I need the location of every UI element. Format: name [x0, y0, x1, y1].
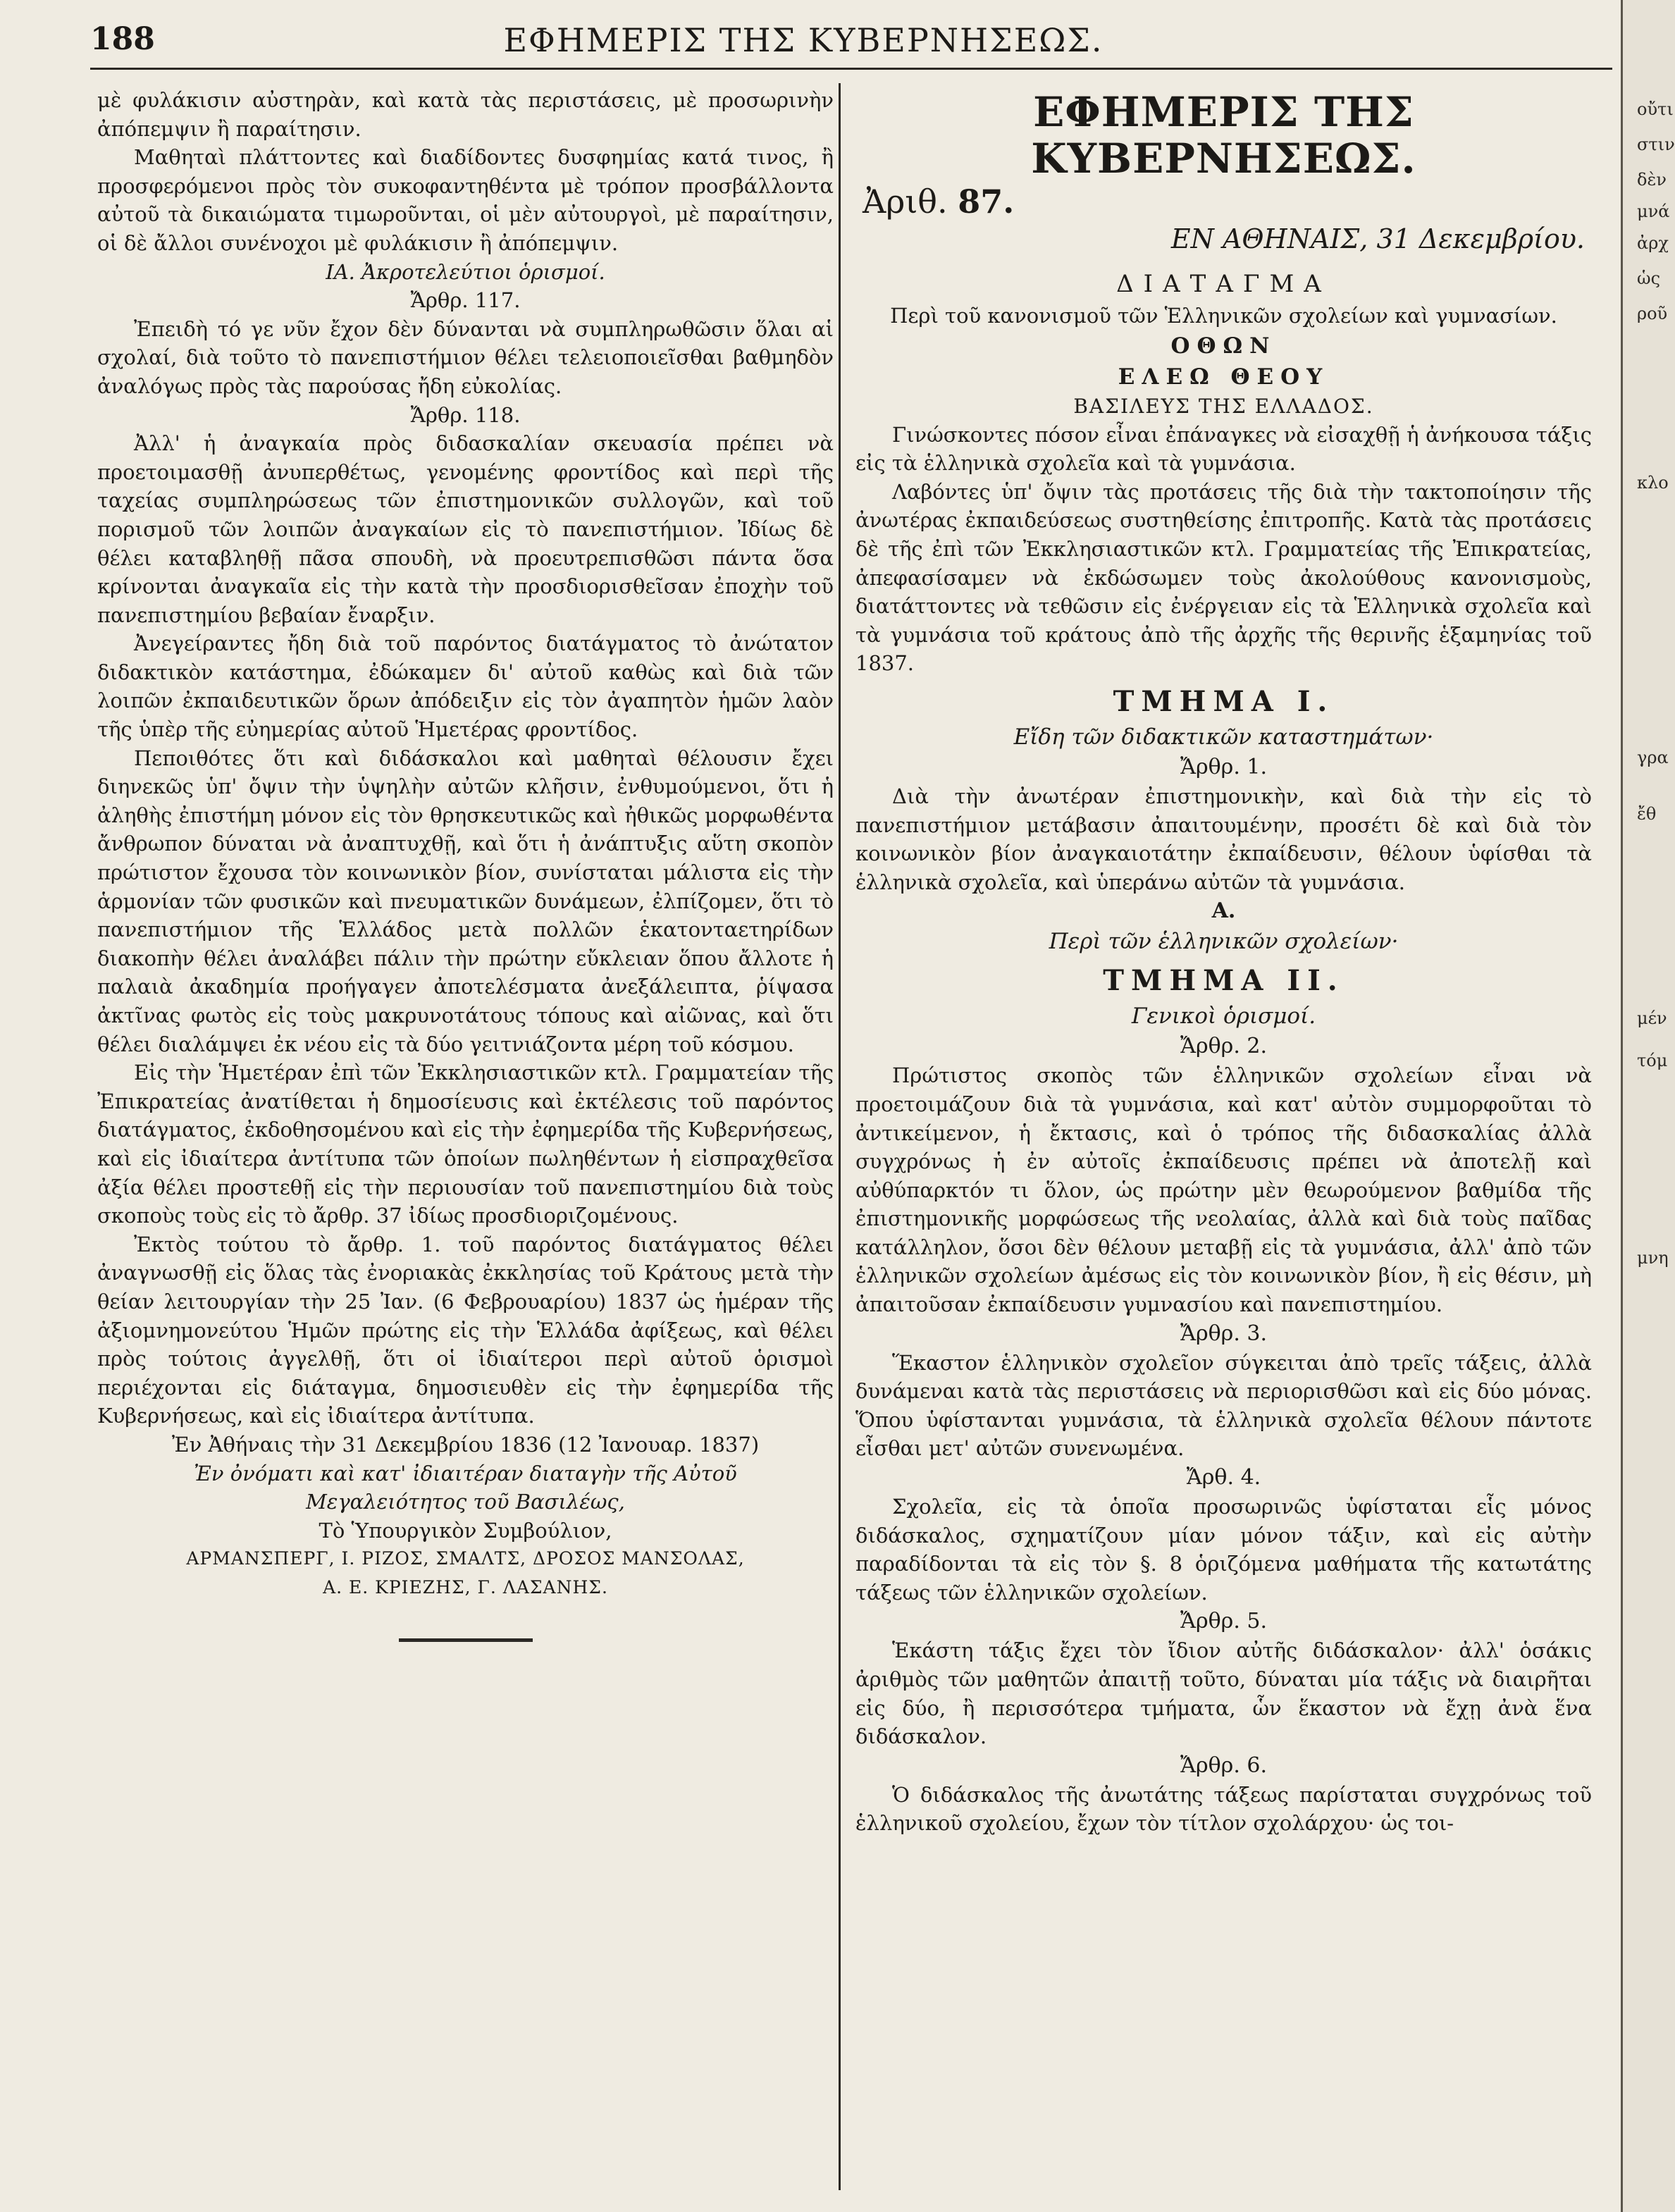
article-heading: Ἄρθρ. 3. [1180, 1321, 1268, 1346]
decree-subject: Περὶ τοῦ κανονισμοῦ τῶν Ἑλληνικῶν σχολείων καὶ γυμνασίων. [890, 304, 1557, 328]
paragraph: Ἀλλ' ἡ ἀναγκαία πρὸς διδασκαλίαν σκευασία πρέπει νὰ προετοιμασθῇ ἀνυπερθέτως, γενομένης φροντίδος καὶ περὶ τῆς ταχείας συμπληρώσεως τῶν ἐπιστημονικῶν συλλογῶν, καὶ τοῦ πορισμοῦ τῶν λοιπῶν ἀναγκαίων εἰς τὸ πανεπιστήμιον. Ἰδίως δὲ θέλει καταβληθῇ πᾶσα σπουδὴ, νὰ προευτρεπισθῶσι πάντα ὅσα κρίνονται ἀναγκαῖα εἰς τὴν κατὰ τὴν προσδιορισθεῖσαν ἐποχὴν τοῦ πανεπιστημίου βεβαίαν ἔναρξιν. [97, 431, 834, 627]
edge-fragment: ἀρχ [1637, 233, 1669, 253]
paragraph: Ἐπειδὴ τό γε νῦν ἔχον δὲν δύνανται νὰ συμπληρωθῶσιν ὅλαι αἱ σχολαί, διὰ τοῦτο τὸ πανεπιστήμιον θέλει τελειοποιεῖσθαι βαθμηδὸν ἀναλόγως πρὸς τὰς παρούσας ἤδη εὐκολίας. [97, 316, 834, 398]
signature-line: Τὸ Ὑπουργικὸν Συμβούλιον, [319, 1518, 612, 1543]
column-rule [839, 83, 841, 2190]
masthead: ΕΦΗΜΕΡΙΣ ΤΗΣ ΚΥΒΕΡΝΗΣΕΩΣ. [1031, 88, 1416, 183]
edge-fragment: στιν [1637, 135, 1675, 154]
edge-fragment: μνη [1637, 1248, 1669, 1268]
king-title: ΒΑΣΙΛΕΥΣ ΤΗΣ ΕΛΛΑΔΟΣ. [1073, 394, 1374, 418]
section-subheading: Γενικοὶ ὁρισμοί. [1131, 1003, 1316, 1030]
paragraph: μὲ φυλάκισιν αὐστηρὰν, καὶ κατὰ τὰς περιστάσεις, μὲ προσωρινὴν ἀπόπεμψιν ἢ παραίτησιν. [97, 88, 834, 141]
article-heading: Ἄρθρ. 2. [1180, 1034, 1268, 1059]
paragraph: Γινώσκοντες πόσον εἶναι ἐπάναγκες νὰ εἰσαχθῇ ἡ ἀνήκουσα τάξις εἰς τὰ ἑλληνικὰ σχολεῖα καὶ τὰ γυμνάσια. [855, 422, 1592, 476]
section-subheading: Εἴδη τῶν διδακτικῶν καταστημάτων· [1013, 724, 1434, 750]
edge-fragment: ροῦ [1637, 304, 1668, 323]
edge-fragment: τόμ [1637, 1051, 1668, 1070]
edge-fragment: μνά [1637, 202, 1670, 221]
article-heading: Ἄρθρ. 6. [1180, 1753, 1268, 1778]
paragraph: Ἕκαστον ἑλληνικὸν σχολεῖον σύγκειται ἀπὸ τρεῖς τάξεις, ἀλλὰ δυνάμεναι κατὰ τὰς περιστάσεις νὰ περιορισθῶσι καὶ εἰς δύο μόνας. Ὅπου ὑφίστανται γυμνάσια, τὰ ἑλληνικὰ σχολεῖα θέλουν πάντοτε εἶσθαι μετ' αὐτῶν συνενωμένα. [855, 1350, 1592, 1461]
edge-fragment: ὡς [1637, 268, 1661, 288]
king-grace: ΕΛΕΩ ΘΕΟΥ [1118, 364, 1330, 390]
paragraph: Σχολεῖα, εἰς τὰ ὁποῖα προσωρινῶς ὑφίσταται εἷς μόνος διδάσκαλος, σχηματίζουν μίαν μόνον τάξιν, καὶ εἰς αὐτὴν παραδίδονται τὰ εἰς τὸν §. 8 ὁριζόμενα μαθήματα τῆς κατωτάτης τάξεως τῶν ἑλληνικῶν σχολείων. [855, 1495, 1592, 1605]
article-heading: Ἄρθρ. 1. [1180, 754, 1268, 779]
edge-fragment: γρα [1637, 748, 1669, 767]
right-column [855, 86, 1592, 1838]
article-heading: Ἄρθρ. 118. [410, 402, 521, 427]
decree-date: Ἐν Ἀθήναις τὴν 31 Δεκεμβρίου 1836 (12 Ἰανουαρ. 1837) [171, 1432, 760, 1457]
signatories: Α. Ε. ΚΡΙΕΖΗΣ, Γ. ΛΑΣΑΝΗΣ. [323, 1576, 608, 1598]
page-number: 188 [90, 21, 155, 57]
edge-fragment: οὔτι [1637, 99, 1674, 119]
paragraph: Πρώτιστος σκοπὸς τῶν ἑλληνικῶν σχολείων εἶναι νὰ προετοιμάζουν διὰ τὰ γυμνάσια, καὶ κατ' αὐτὸν συμμορφοῦται τὸ ἀντικείμενον, ἡ ἔκτασις, καὶ ὁ τρόπος τῆς διδασκαλίας ἀλλὰ συγχρόνως ἡ ἐν αὐτοῖς ἐκπαίδευσις πρέπει νὰ ἀποτελῇ καὶ αὐθύπαρκτόν τι ὅλον, ὡς πρώτην μὲν θεωρούμενον βαθμίδα τῆς ἐπιστημονικῆς μορφώσεως τῆς νεολαίας, ἀλλὰ καὶ διὰ τοὺς παῖδας κατάλληλον, ὅσοι δὲν θέλουν μεταβῇ εἰς τὰ γυμνάσια, ἀλλ' ἀπὸ τῶν ἑλληνικῶν σχολείων ἀμέσως εἰς τὸν κοινωνικὸν βίον, ἢ εἰς θέσιν, μὴ ἀπαιτοῦσαν ἐκπαίδευσιν γυμνασίου καὶ πανεπιστημίου. [855, 1063, 1592, 1317]
section-heading: ΤΜΗΜΑ ΙΙ. [1103, 964, 1345, 998]
paragraph: Μαθηταὶ πλάττοντες καὶ διαδίδοντες δυσφημίας κατά τινος, ἢ προσφερόμενοι πρὸς τὸν συκοφαντηθέντα μὲ τρόπον προσβάλλοντα αὐτοῦ τὰ δικαιώματα τιμωροῦνται, οἱ μὲν αὐτουργοὶ, μὲ παραίτησιν, οἱ δὲ ἄλλοι συνένοχοι μὲ φυλάκισιν ἢ ἀπόπεμψιν. [97, 145, 834, 255]
paragraph: Ὁ διδάσκαλος τῆς ἀνωτάτης τάξεως παρίσταται συγχρόνως τοῦ ἑλληνικοῦ σχολείου, ἔχων τὸν τίτλον σχολάρχου· ὡς τοι- [855, 1782, 1592, 1836]
paragraph: Διὰ τὴν ἀνωτέραν ἐπιστημονικὴν, καὶ διὰ τὴν εἰς τὸ πανεπιστήμιον μετάβασιν ἀπαιτουμένην, προσέτι δὲ καὶ διὰ τὸν κοινωνικὸν βίον ἀναγκαιοτάτην ἐκπαίδευσιν, θέλουν ὑφίσθαι τὰ ἑλληνικὰ σχολεῖα, καὶ ὑπεράνω αὐτῶν τὰ γυμνάσια. [855, 784, 1592, 894]
article-heading: Ἄρθ. 4. [1186, 1465, 1261, 1490]
paragraph: Πεποιθότες ὅτι καὶ διδάσκαλοι καὶ μαθηταὶ θέλουσιν ἔχει διηνεκῶς ὑπ' ὄψιν τὴν ὑψηλὴν αὐτῶν κλῆσιν, ἐνθυμούμενοι, ὅτι ἡ ἀληθὴς ἐπιστήμη μόνον εἰς τὸν θρησκευτικῶς καὶ ἠθικῶς μορφωθέντα ἄνθρωπον δύναται νὰ ἀναπτυχθῇ, καὶ ὅτι ἡ ἀνάπτυξις αὕτη σκοπὸν πρώτιστον ἔχουσα τὸν κοινωνικὸν βίον, συνίσταται μάλιστα εἰς τὴν ἁρμονίαν τῶν φυσικῶν καὶ πνευματικῶν δυνάμεων, ἐλπίζομεν, ὅτι τὸ πανεπιστήμιον τῆς Ἑλλάδος μετὰ πολλῶν ἑκατονταετηρίδων διακοπὴν θέλει ἀναλάβει πάλιν τὴν πρώτην εὔκλειαν ὅπου ἄλλοτε ἡ παλαιὰ ἀκαδημία προήγαγεν ἀποτελέσματα ἀνεξάλειπτα, ῥίψασα ἀκτῖνας φωτὸς εἰς τοὺς μακρυνοτάτους τόπους καὶ αἰῶνας, καὶ ὅτι θέλει διαλάμψει ἐκ νέου εἰς τὰ δύο γειτνιάζοντα μέρη τοῦ κόσμου. [97, 746, 834, 1056]
signature-line: Μεγαλειότητος τοῦ Βασιλέως, [306, 1490, 625, 1514]
paragraph: Ἐκτὸς τούτου τὸ ἄρθρ. 1. τοῦ παρόντος διατάγματος θέλει ἀναγνωσθῇ εἰς ὅλας τὰς ἐνοριακὰς ἐκκλησίας τοῦ Κράτους μετὰ τὴν θείαν λειτουργίαν τὴν 25 Ἰαν. (6 Φεβρουαρίου) 1837 ὡς ἡμέραν τῆς ἀξιομνημονεύτου Ἡμῶν πρώτης εἰς τὴν Ἑλλάδα ἀφίξεως, καὶ θέλει πρὸς τούτοις ἀγγελθῇ, ὅτι οἱ ἰδιαίτεροι περὶ αὐτοῦ ὁρισμοὶ περιέχονται εἰς διάταγμα, δημοσιευθὲν εἰς τὴν ἐφημερίδα τῆς Κυβερνήσεως, καὶ εἰς ἰδιαίτερα ἀντίτυπα. [97, 1232, 834, 1428]
paragraph: Ἑκάστη τάξις ἔχει τὸν ἴδιον αὐτῆς διδάσκαλον· ἀλλ' ὁσάκις ἀριθμὸς τῶν μαθητῶν ἀπαιτῇ τοῦτο, δύναται μία τάξις νὰ διαιρῆται εἰς δύο, ἢ περισσότερα τμήματα, ὧν ἕκαστον νὰ ἔχῃ ἀνὰ ἕνα διδάσκαλον. [855, 1638, 1592, 1749]
decree-title: ΔΙΑΤΑΓΜΑ [1116, 270, 1331, 298]
adjacent-page-edge [1621, 0, 1675, 2212]
section-heading: ΤΜΗΜΑ Ι. [1113, 684, 1335, 718]
paragraph: Εἰς τὴν Ἡμετέραν ἐπὶ τῶν Ἐκκλησιαστικῶν κτλ. Γραμματείαν τῆς Ἐπικρατείας ἀνατίθεται ἡ δημοσίευσις καὶ ἐκτέλεσις τοῦ παρόντος διατάγματος, ἐκδοθησομένου καὶ εἰς τὴν ἐφημερίδα τῆς Κυβερνήσεως, καὶ εἰς ἰδιαίτερα ἀντίτυπα τῶν ὁποίων πωληθέντων ἡ εἰσπραχθεῖσα ἀξία θέλει προστεθῇ εἰς τὴν περιουσίαν τοῦ πανεπιστημίου διὰ τοὺς σκοποὺς τοὺς εἰς τὸ ἄρθρ. 37 ἰδίως προσδιοριζομένους. [97, 1061, 834, 1228]
article-heading: Ἄρθρ. 117. [410, 288, 521, 313]
part-heading: Α. [1211, 898, 1236, 924]
article-heading: Ἄρθρ. 5. [1180, 1609, 1268, 1634]
edge-fragment: μέν [1637, 1008, 1667, 1028]
paragraph: Ἀνεγείραντες ἤδη διὰ τοῦ παρόντος διατάγματος τὸ ἀνώτατον διδακτικὸν κατάστημα, ἐδώκαμεν δι' αὐτοῦ καθὼς καὶ διὰ τῶν λοιπῶν ἐκπαιδευτικῶν ὅρων ἀπόδειξιν εἰς τὸν ἀγαπητὸν ἡμῶν λαὸν τῆς ὑπὲρ τῆς εὐημερίας αὐτοῦ Ἡμετέρας φροντίδος. [97, 631, 834, 742]
section-heading: ΙΑ. Ἀκροτελεύτιοι ὁρισμοί. [326, 259, 605, 284]
header-rule [90, 68, 1612, 70]
edge-fragment: δὲν [1637, 170, 1667, 190]
dateline: ΕΝ ΑΘΗΝΑΙΣ, 31 Δεκεμβρίου. [1170, 223, 1585, 254]
paragraph: Λαβόντες ὑπ' ὄψιν τὰς προτάσεις τῆς διὰ τὴν τακτοποίησιν τῆς ἀνωτέρας ἐκπαιδεύσεως συστηθείσης ἐπιτροπῆς. Κατὰ τὰς προτάσεις δὲ τῆς ἐπὶ τῶν Ἐκκλησιαστικῶν κτλ. Γραμματείας τῆς Ἐπικρατείας, ἀπεφασίσαμεν νὰ ἐκδώσωμεν τοὺς ἀκολούθους κανονισμοὺς, διατάττοντες νὰ τεθῶσιν εἰς ἐνέργειαν εἰς τὰ Ἑλληνικὰ σχολεῖα καὶ τὰ γυμνάσια τοῦ κράτους ἀπὸ τῆς ἀρχῆς τῆς θερινῆς ἑξαμηνίας τοῦ 1837. [855, 479, 1592, 676]
closing-rule [399, 1638, 533, 1642]
issue-number: Ἀριθ. 87. [863, 183, 1015, 221]
part-subheading: Περὶ τῶν ἑλληνικῶν σχολείων· [1049, 929, 1399, 955]
signature-line: Ἐν ὀνόματι καὶ κατ' ἰδιαιτέραν διαταγὴν τῆς Αὐτοῦ [194, 1461, 737, 1485]
signatories: ΑΡΜΑΝΣΠΕΡΓ, Ι. ΡΙΖΟΣ, ΣΜΑΛΤΣ, ΔΡΟΣΟΣ ΜΑΝΣΟΛΑΣ, [186, 1548, 745, 1569]
king-name: ΟΘΩΝ [1170, 333, 1277, 359]
left-column [97, 86, 834, 1642]
running-title: ΕΦΗΜΕΡΙΣ ΤΗΣ ΚΥΒΕΡΝΗΣΕΩΣ. [503, 21, 1104, 59]
edge-fragment: κλο [1637, 473, 1669, 493]
edge-fragment: ἔθ [1637, 804, 1657, 824]
